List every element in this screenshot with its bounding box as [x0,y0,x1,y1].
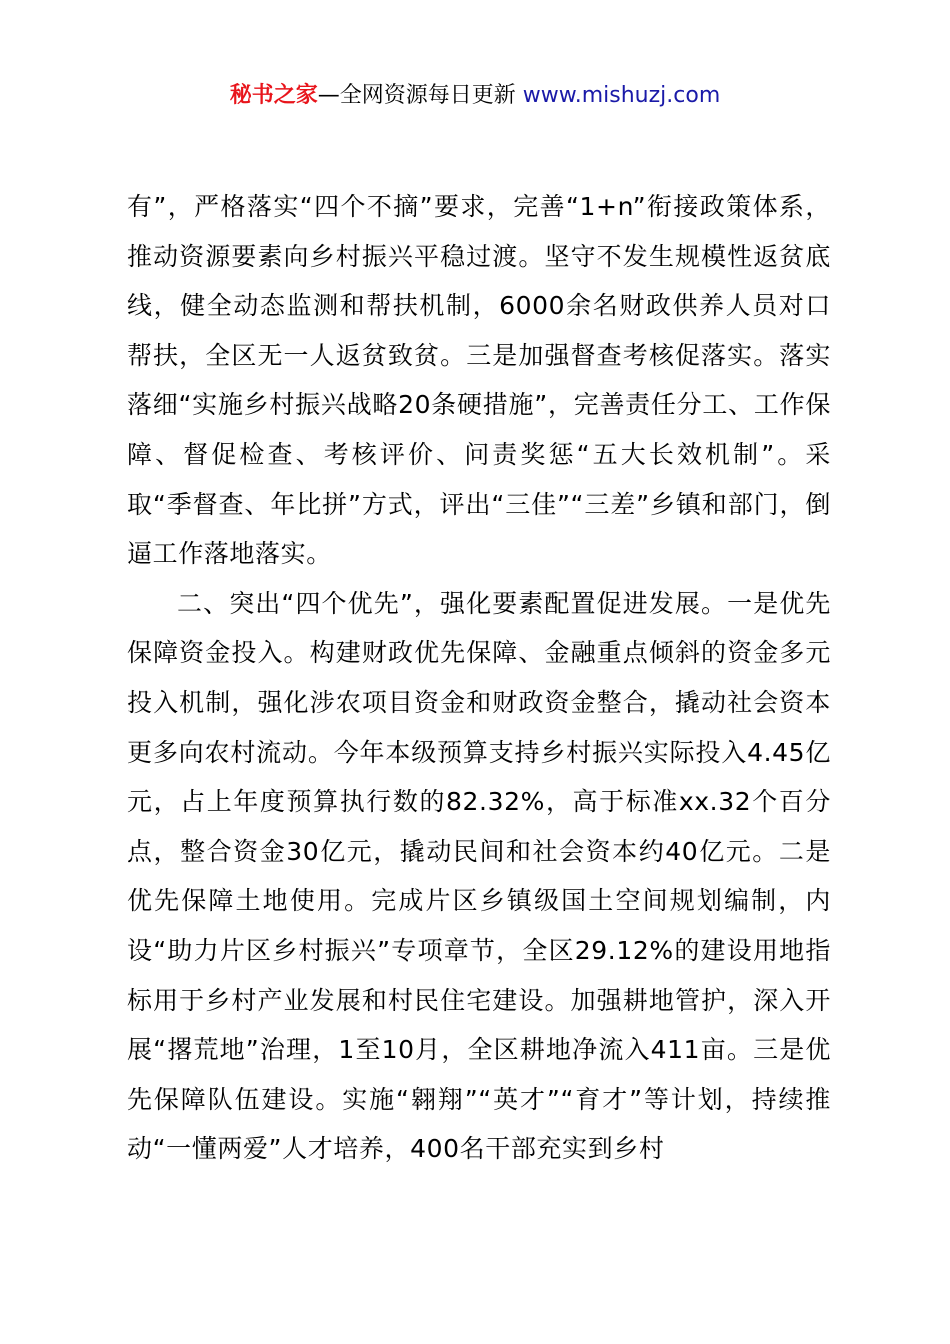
site-brand: 秘书之家 [229,83,318,108]
site-url-link[interactable]: www.mishuzj.com [522,83,721,108]
site-slogan: —全网资源每日更新 [317,83,523,108]
document-body [127,182,831,1174]
paragraph-continued: 有”，严格落实“四个不摘”要求，完善“1+n”衔接政策体系，推动资源要素向乡村振兴平稳过渡。坚守不发生规模性返贫底线，健全动态监测和帮扶机制，6000余名财政供养人员对口帮扶，全区无一人返贫致贫。三是加强督查考核促落实。落实落细“实施乡村振兴战略20条硬措施”，完善责任分工、工作保障、督促检查、考核评价、问责奖惩“五大长效机制”。采取“季督查、年比拼”方式，评出“三佳”“三差”乡镇和部门，倒逼工作落地落实。 [127,192,831,569]
paragraph-section-two: 二、突出“四个优先”，强化要素配置促进发展。一是优先保障资金投入。构建财政优先保障、金融重点倾斜的资金多元投入机制，强化涉农项目资金和财政资金整合，撬动社会资本更多向农村流动。今年本级预算支持乡村振兴实际投入4.45亿元，占上年度预算执行数的82.32%，高于标准xx.32个百分点，整合资金30亿元，撬动民间和社会资本约40亿元。二是优先保障土地使用。完成片区乡镇级国土空间规划编制，内设“助力片区乡村振兴”专项章节，全区29.12%的建设用地指标用于乡村产业发展和村民住宅建设。加强耕地管护，深入开展“撂荒地”治理，1至10月，全区耕地净流入411亩。三是优先保障队伍建设。实施“翱翔”“英才”“育才”等计划，持续推动“一懂两爱”人才培养，400名干部充实到乡村 [127,588,831,1164]
page-header [0,80,950,112]
